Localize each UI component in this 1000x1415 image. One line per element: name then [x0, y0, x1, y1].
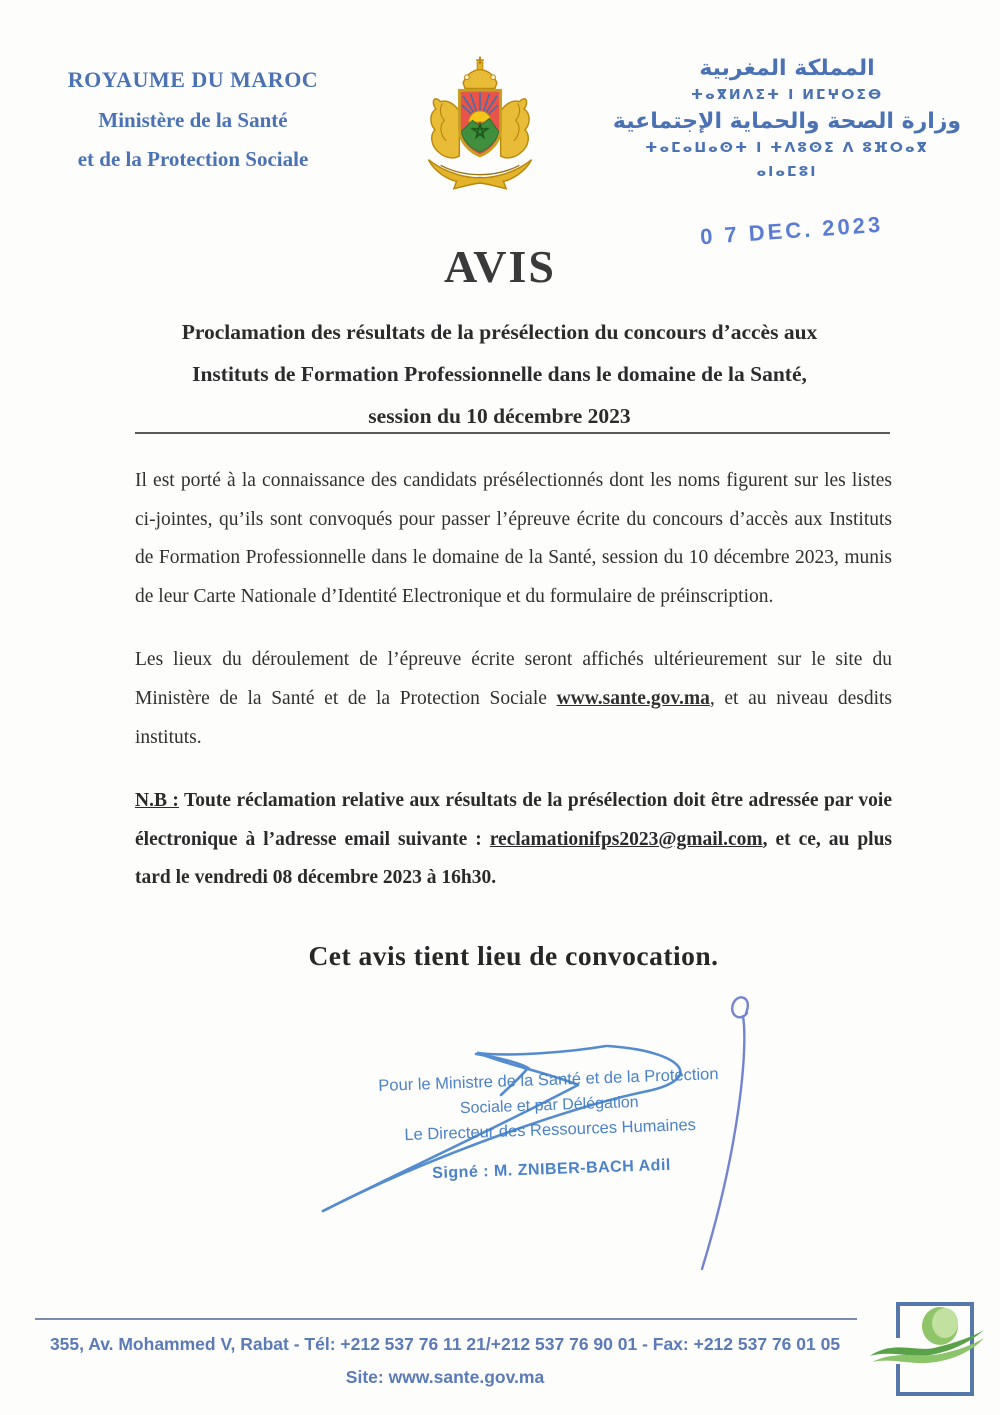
kingdom-name-tifinagh: ⵜⴰⴳⵍⴷⵉⵜ ⵏ ⵍⵎⵖⵔⵉⴱ [690, 86, 884, 103]
nb-label: N.B : [135, 790, 179, 812]
document-header [0, 52, 1000, 200]
nb-text-end: , et ce, au plus tard le vendredi 08 décembre 2023 à 16h30. [135, 828, 893, 889]
kingdom-name-ar: المملكة المغربية [699, 56, 875, 81]
paragraph-2-text-end: , et au niveau desdits instituts. [135, 688, 892, 748]
morocco-coat-of-arms-icon [405, 50, 555, 200]
title-divider-rule [135, 432, 890, 434]
signature-stamp-text [328, 1060, 772, 1190]
signature-authority-line-1: Pour le Ministre de la Santé et de la Protection [378, 1065, 719, 1095]
paragraph-convocation-info: Il est porté à la connaissance des candidats présélectionnés dont les noms figurent sur les listes ci-jointes, qu’ils sont convoqués pour passer l’épreuve écrite du concours d’accès aux Instituts de Formation Professionnelle dans le domaine de la Santé, session du 10 décembre 2023, munis de leur Carte Nationale d’Identité Electronique et du formulaire de préinscription. [135, 470, 892, 607]
ministry-line-fr-1: Ministère de la Santé [98, 107, 288, 132]
footer-contact-block [0, 1328, 890, 1395]
subtitle-line-2: Instituts de Formation Professionnelle dans le domaine de la Santé, [192, 361, 807, 386]
paragraph-nota-bene [135, 782, 892, 898]
ministry-website-link: www.sante.gov.ma [556, 688, 710, 710]
convocation-statement: Cet avis tient lieu de convocation. [308, 940, 719, 972]
ministry-name-french [38, 60, 348, 200]
paragraph-exam-locations [135, 641, 892, 757]
signature-authority-line-3: Le Directeur des Ressources Humaines [404, 1116, 697, 1145]
ministry-name-ar: وزارة الصحة والحماية الإجتماعية [612, 109, 962, 135]
ministry-name-tifinagh: ⵜⴰⵎⴰⵡⴰⵙⵜ ⵏ ⵜⴷⵓⵙⵉ ⴷ ⵓⴼⵔⴰⴳ ⴰⵏⴰⵎⵓⵏ [645, 140, 929, 180]
nb-text-start: Toute réclamation relative aux résultats de la présélection doit être adressée par voie électronique à l’adresse email suivante : [135, 790, 892, 850]
ministry-line-fr-2: et de la Protection Sociale [77, 146, 309, 171]
document-body [135, 462, 892, 972]
signature-authority-line-2: Sociale et par Délégation [459, 1093, 639, 1117]
ministry-health-logo-icon [868, 1298, 988, 1408]
subtitle-line-3: session du 10 décembre 2023 [368, 403, 631, 428]
document-subtitle [122, 312, 877, 438]
paragraph-2-text-start: Les lieux du déroulement de l’épreuve écrite seront affichés ultérieurement sur le site du Ministère de la Santé et de la Protection Sociale [135, 649, 892, 710]
signatory-name: Signé : M. ZNIBER-BACH Adil [431, 1156, 672, 1183]
received-date-stamp: 0 7 DEC. 2023 [699, 211, 884, 250]
reclamation-email-link: reclamationifps2023@gmail.com [489, 828, 763, 850]
ministry-name-arabic [612, 54, 962, 200]
footer-website: Site: www.sante.gov.ma [345, 1367, 545, 1388]
footer-address-phone: 355, Av. Mohammed V, Rabat - Tél: +212 537 76 11 21/+212 537 76 90 01 - Fax: +212 537 76 01 05 [49, 1334, 841, 1354]
document-title: AVIS [444, 241, 556, 292]
subtitle-line-1: Proclamation des résultats de la présélection du concours d’accès aux [181, 320, 818, 344]
kingdom-name-fr: ROYAUME DU MAROC [67, 67, 319, 92]
footer-divider-rule [35, 1318, 857, 1320]
